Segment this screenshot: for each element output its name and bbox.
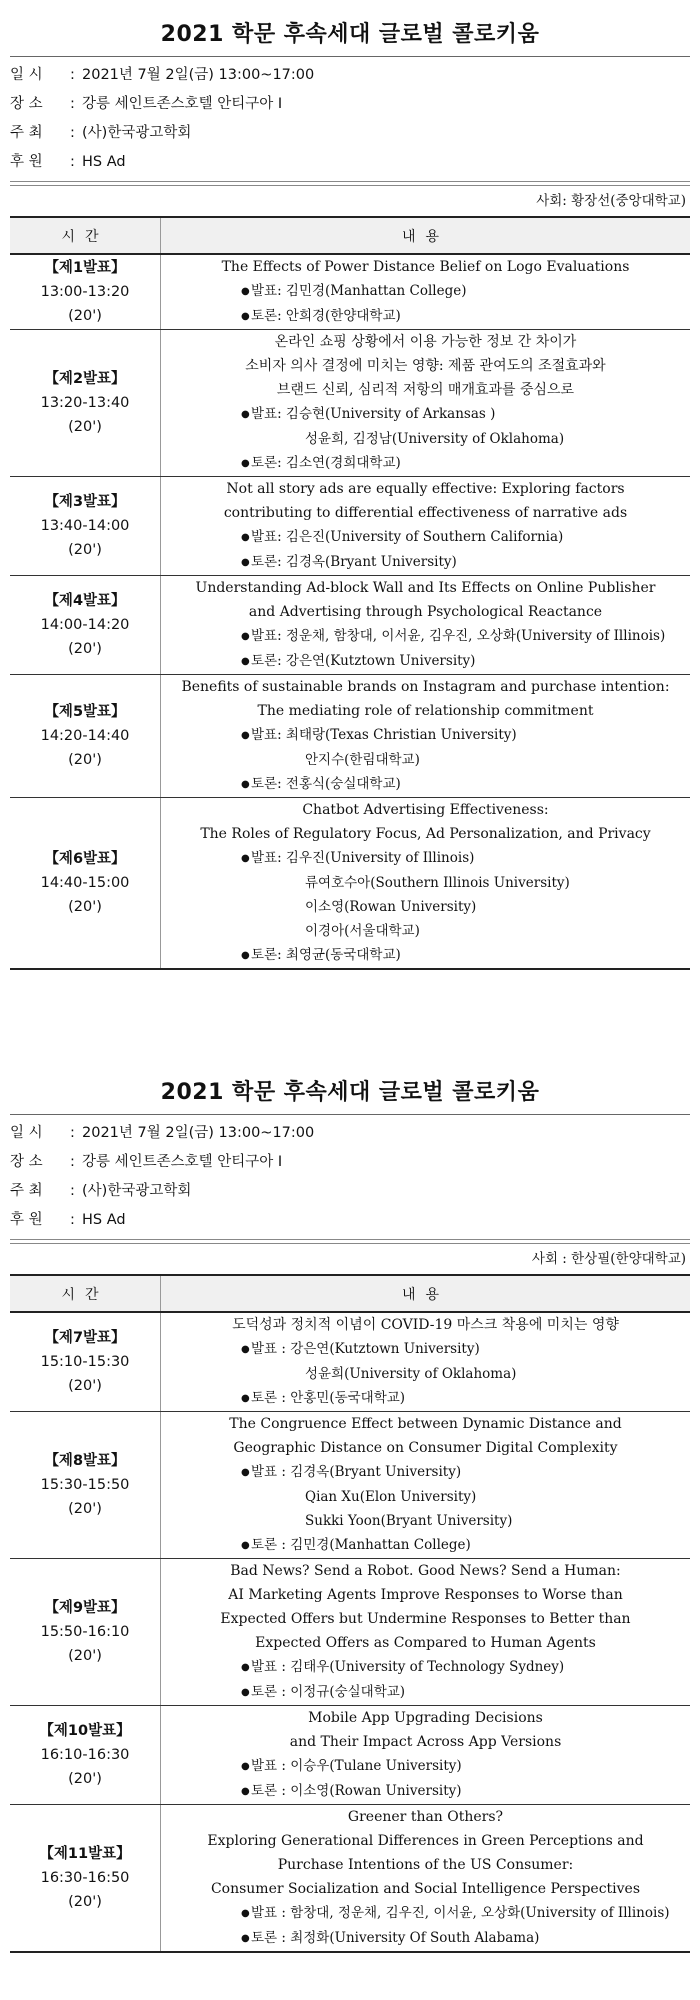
session-content-cell [161,330,691,477]
participant-line [241,427,690,451]
session-duration: (20') [68,419,102,435]
table-row [10,1805,690,1953]
session-duration: (20') [68,1501,102,1517]
bullet-icon: ● [241,1933,250,1944]
session-time-cell [10,477,161,576]
event-info-label [10,61,70,90]
session-duration: (20') [68,1648,102,1664]
session-time: 13:40-14:00 [40,518,130,534]
presentation-title-line: and Advertising through Psychological Reactance [248,604,603,620]
session-number: 【제2발표】 [44,371,126,387]
session-duration: (20') [68,1378,102,1394]
participant-text: 토론 : 안홍민(동국대학교) [251,1390,406,1406]
session-content-cell [161,1559,691,1706]
participant-text: 성윤희, 김정남(University of Oklahoma) [305,431,565,447]
event-info-row [10,1148,690,1177]
page-title: 2021 학문 후속세대 글로벌 콜로키움 [160,22,540,47]
event-info-value: 강릉 세인트존스호텔 안티구아 I [82,1154,283,1170]
presentation-title-line: The Effects of Power Distance Belief on Logo Evaluations [221,259,630,275]
participant-line [241,649,690,674]
participant-line [241,279,690,304]
session-time: 14:20-14:40 [40,728,130,744]
bullet-icon: ● [241,557,250,568]
session-content-cell [161,477,691,576]
participant-text: 발표 : 강은연(Kutztown University) [251,1341,480,1357]
event-info-colon: : [70,67,75,83]
session-number: 【제1발표】 [44,260,126,276]
participant-line [241,871,690,895]
event-info-value: (사)한국광고학회 [82,125,192,141]
bullet-icon: ● [241,532,250,543]
event-info-colon: : [70,1183,75,1199]
bullet-icon: ● [241,1786,250,1797]
participants [161,723,690,797]
session-content-cell [161,1706,691,1805]
moderator-credit: 사회: 황장선(중앙대학교) [536,193,686,209]
header-time: 시간 [10,1275,161,1312]
event-info-value: 2021년 7월 2일(금) 13:00~17:00 [82,67,315,83]
table-row [10,477,690,576]
header-content: 내용 [161,217,691,254]
participant-line [241,1509,690,1533]
session-content-cell [161,675,691,798]
participant-line [241,1926,690,1951]
participant-text: Qian Xu(Elon University) [305,1489,477,1505]
event-info-label [10,1177,70,1206]
bullet-icon: ● [241,1908,250,1919]
session-time: 15:30-15:50 [40,1477,130,1493]
event-info-label-text: 일 시 [10,67,43,83]
participant-text: 발표: 김민경(Manhattan College) [251,283,467,299]
event-info-label-text: 일 시 [10,1125,43,1141]
event-info [10,57,690,177]
event-info-colon: : [70,96,75,112]
bullet-icon: ● [241,1540,250,1551]
table-row [10,675,690,798]
presentation-title-line: Bad News? Send a Robot. Good News? Send a Human: [230,1563,621,1579]
presentation-title-line: 도덕성과 정치적 이념이 COVID-19 마스크 착용에 미치는 영향 [232,1317,619,1333]
session-time-cell [10,330,161,477]
presentation-title-line: Greener than Others? [347,1809,504,1825]
schedule-header [10,1275,690,1312]
participant-line [241,772,690,797]
participants [161,1337,690,1411]
participant-text: Sukki Yoon(Bryant University) [305,1513,513,1529]
session-time: 13:20-13:40 [40,395,130,411]
presentation-title-line: Purchase Intentions of the US Consumer: [277,1857,574,1873]
participant-line [241,846,690,871]
program-section-2 [10,1058,690,1953]
session-content-cell [161,576,691,675]
session-time: 14:40-15:00 [40,875,130,891]
session-time: 16:10-16:30 [40,1747,130,1763]
participant-text: 토론: 전홍식(숭실대학교) [251,776,401,792]
bullet-icon: ● [241,656,250,667]
session-time-cell [10,675,161,798]
participant-line [241,895,690,919]
event-info-colon: : [70,1154,75,1170]
bullet-icon: ● [241,409,250,420]
event-info-value: 강릉 세인트존스호텔 안티구아 I [82,96,283,112]
bullet-icon: ● [241,286,250,297]
presentation-title-line: and Their Impact Across App Versions [289,1734,562,1750]
participant-text: 토론: 최영균(동국대학교) [251,947,401,963]
participant-line [241,943,690,968]
table-row [10,254,690,330]
participant-text: 발표 : 이승우(Tulane University) [251,1758,462,1774]
event-info [10,1115,690,1235]
session-time: 15:50-16:10 [40,1624,130,1640]
participant-line [241,1337,690,1362]
event-info-label-text: 주 최 [10,1183,43,1199]
table-row [10,1706,690,1805]
presentation-title-line: Benefits of sustainable brands on Instagram and purchase intention: [181,679,670,695]
presentation-title-line: AI Marketing Agents Improve Responses to Worse than [228,1587,623,1603]
presentation-title-line: The Congruence Effect between Dynamic Distance and [229,1416,622,1432]
participants [161,1901,690,1951]
participants [161,1460,690,1558]
participant-text: 발표: 최태랑(Texas Christian University) [251,727,517,743]
session-duration: (20') [68,308,102,324]
session-duration: (20') [68,542,102,558]
bullet-icon: ● [241,779,250,790]
participant-text: 발표 : 김태우(University of Technology Sydney) [251,1659,565,1675]
session-number: 【제6발표】 [44,851,126,867]
session-number: 【제3발표】 [44,494,126,510]
participant-text: 안지수(한림대학교) [305,752,420,768]
session-time: 13:00-13:20 [40,284,130,300]
session-number: 【제8발표】 [44,1453,126,1469]
participant-text: 발표: 김우진(University of Illinois) [251,850,475,866]
presentation-title-line: Expected Offers but Undermine Responses to Better than [220,1611,631,1627]
bullet-icon: ● [241,458,250,469]
event-info-label [10,119,70,148]
participant-line [241,1754,690,1779]
moderator-credit: 사회 : 한상필(한양대학교) [531,1251,686,1267]
presentation-title-line: 브랜드 신뢰, 심리적 저항의 매개효과를 중심으로 [276,382,575,398]
event-info-row [10,1206,690,1235]
participant-line [241,550,690,575]
header-time: 시간 [10,217,161,254]
session-number: 【제4발표】 [44,593,126,609]
bullet-icon: ● [241,1662,250,1673]
session-time-cell [10,798,161,970]
bullet-icon: ● [241,631,250,642]
event-info-colon: : [70,1212,75,1228]
event-info-label [10,1119,70,1148]
participant-line [241,1460,690,1485]
event-info-label [10,90,70,119]
session-time-cell [10,1312,161,1412]
participant-line [241,1655,690,1680]
event-info-value: HS Ad [82,1212,126,1228]
event-info-label-text: 장 소 [10,96,43,112]
presentation-title-line: Understanding Ad-block Wall and Its Effects on Online Publisher [195,580,656,596]
session-number: 【제11발표】 [39,1846,131,1862]
participant-text: 이경아(서울대학교) [305,923,420,939]
session-content-cell [161,1412,691,1559]
bullet-icon: ● [241,730,250,741]
table-row [10,1559,690,1706]
participant-text: 발표: 김승현(University of Arkansas ) [251,406,496,422]
session-time-cell [10,1412,161,1559]
session-content-cell [161,1312,691,1412]
event-info-label [10,1148,70,1177]
bullet-icon: ● [241,1687,250,1698]
session-number: 【제5발표】 [44,704,126,720]
participant-line [241,402,690,427]
participant-text: 발표: 정운채, 함창대, 이서윤, 김우진, 오상화(University of Illinois) [251,628,666,644]
event-info-row [10,90,690,119]
participants [161,402,690,476]
participant-text: 토론 : 최정화(University Of South Alabama) [251,1930,540,1946]
session-number: 【제7발표】 [44,1330,126,1346]
page-title: 2021 학문 후속세대 글로벌 콜로키움 [160,1080,540,1105]
participants [161,846,690,968]
session-number: 【제9발표】 [44,1600,126,1616]
event-info-label-text: 후 원 [10,1212,43,1228]
participant-line [241,748,690,772]
program-section-1 [10,0,690,970]
session-time: 14:00-14:20 [40,617,130,633]
participant-line [241,304,690,329]
event-info-label [10,148,70,177]
table-row [10,576,690,675]
event-info-row [10,148,690,177]
participant-line [241,525,690,550]
event-info-label-text: 장 소 [10,1154,43,1170]
schedule-table [10,1274,690,1953]
presentation-title-line: 소비자 의사 결정에 미치는 영향: 제품 관여도의 조절효과와 [245,358,606,374]
event-info-label-text: 주 최 [10,125,43,141]
participant-line [241,1901,690,1926]
presentation-title-line: The Roles of Regulatory Focus, Ad Personalization, and Privacy [200,826,651,842]
participants [161,624,690,674]
presentation-title-line: Mobile App Upgrading Decisions [308,1710,543,1726]
participants [161,1754,690,1804]
schedule-table [10,216,690,970]
bullet-icon: ● [241,1344,250,1355]
presentation-title-line: The mediating role of relationship commitment [257,703,594,719]
participant-line [241,1485,690,1509]
session-content-cell [161,1805,691,1953]
participant-text: 토론 : 김민경(Manhattan College) [251,1537,471,1553]
participant-text: 토론: 강은연(Kutztown University) [251,653,476,669]
participant-text: 이소영(Rowan University) [305,899,477,915]
presentation-title-line: Not all story ads are equally effective: Exploring factors [226,481,625,497]
event-info-value: HS Ad [82,154,126,170]
event-info-value: 2021년 7월 2일(금) 13:00~17:00 [82,1125,315,1141]
table-row [10,798,690,970]
event-info-row [10,61,690,90]
participant-line [241,1779,690,1804]
presentation-title-line: Consumer Socialization and Social Intelligence Perspectives [210,1881,641,1897]
session-duration: (20') [68,1894,102,1910]
participant-text: 토론: 김경옥(Bryant University) [251,554,457,570]
session-duration: (20') [68,1771,102,1787]
participant-line [241,1386,690,1411]
event-info-value: (사)한국광고학회 [82,1183,192,1199]
participant-text: 발표 : 김경옥(Bryant University) [251,1464,462,1480]
participant-text: 발표 : 함창대, 정운채, 김우진, 이서윤, 오상화(University of Illinois) [251,1905,670,1921]
session-time-cell [10,576,161,675]
presentation-title-line: Exploring Generational Differences in Green Perceptions and [207,1833,644,1849]
participant-line [241,919,690,943]
participant-line [241,624,690,649]
event-info-row [10,1119,690,1148]
participant-text: 토론: 김소연(경희대학교) [251,455,401,471]
participant-text: 류여호수아(Southern Illinois University) [305,875,570,891]
session-time: 15:10-15:30 [40,1354,130,1370]
event-info-colon: : [70,125,75,141]
participant-text: 발표: 김은진(University of Southern California) [251,529,564,545]
participant-line [241,1680,690,1705]
bullet-icon: ● [241,1393,250,1404]
bullet-icon: ● [241,1467,250,1478]
session-time-cell [10,1706,161,1805]
presentation-title-line: Expected Offers as Compared to Human Agents [255,1635,596,1651]
participant-line [241,1362,690,1386]
participants [161,525,690,575]
event-info-label-text: 후 원 [10,154,43,170]
session-time-cell [10,254,161,330]
participant-line [241,723,690,748]
participant-text: 성윤희(University of Oklahoma) [305,1366,517,1382]
session-duration: (20') [68,752,102,768]
bullet-icon: ● [241,311,250,322]
bullet-icon: ● [241,853,250,864]
header-content: 내용 [161,1275,691,1312]
event-info-colon: : [70,1125,75,1141]
participant-text: 토론 : 이소영(Rowan University) [251,1783,462,1799]
presentation-title-line: contributing to differential effectiveness of narrative ads [223,505,628,521]
session-number: 【제10발표】 [39,1723,131,1739]
session-content-cell [161,798,691,970]
session-time-cell [10,1805,161,1953]
bullet-icon: ● [241,950,250,961]
schedule-header [10,217,690,254]
bullet-icon: ● [241,1761,250,1772]
session-duration: (20') [68,899,102,915]
participant-line [241,451,690,476]
presentation-title-line: Geographic Distance on Consumer Digital Complexity [233,1440,618,1456]
session-content-cell [161,254,691,330]
participants [161,279,690,329]
table-row [10,330,690,477]
event-info-label [10,1206,70,1235]
table-row [10,1412,690,1559]
participant-text: 토론 : 이정규(숭실대학교) [251,1684,406,1700]
session-time: 16:30-16:50 [40,1870,130,1886]
participants [161,1655,690,1705]
session-duration: (20') [68,641,102,657]
event-info-colon: : [70,154,75,170]
session-time-cell [10,1559,161,1706]
event-info-row [10,1177,690,1206]
participant-text: 토론: 안희경(한양대학교) [251,308,401,324]
participant-line [241,1533,690,1558]
presentation-title-line: 온라인 쇼핑 상황에서 이용 가능한 정보 간 차이가 [274,334,577,350]
table-row [10,1312,690,1412]
presentation-title-line: Chatbot Advertising Effectiveness: [302,802,549,818]
event-info-row [10,119,690,148]
